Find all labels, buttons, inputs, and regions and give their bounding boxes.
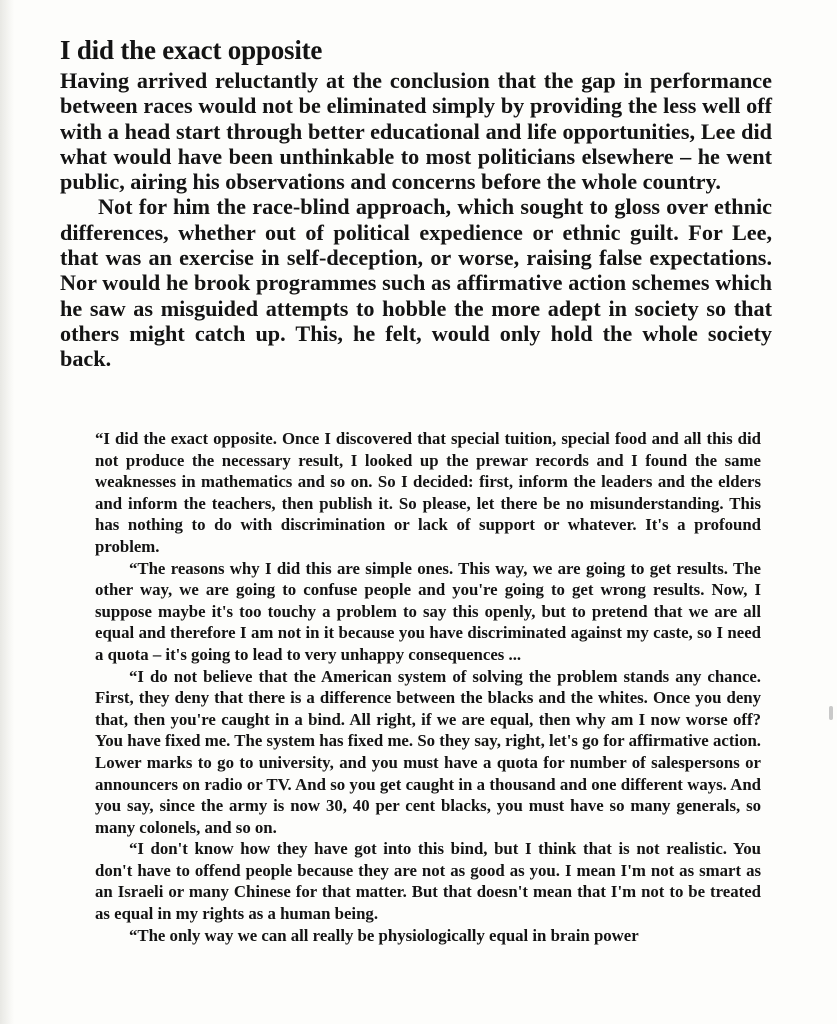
scan-speck bbox=[829, 706, 833, 720]
quote-paragraph: “I do not believe that the American system of solving the problem stands any chance. First, they deny that there is a difference between the blacks and the whites. Once you deny that, then you're caught in a bind. All right, if we are equal, then why am I now worse off? You have fixed me. The system has fixed me. So they say, right, let's go for affirmative action. Lower marks to go to university, and you must have a quota for number of salespersons or announcers on radio or TV. And so you get caught in a thousand and one different ways. And you say, since the army is now 30, 40 per cent blacks, you must have so many generals, so many colonels, and so on. bbox=[95, 666, 761, 837]
quote-paragraph: “I don't know how they have got into this bind, but I think that is not realistic. You don't have to offend people because they are not as good as you. I mean I'm not as smart as an Israeli or many Chinese for that matter. But that doesn't mean that I'm not to be treated as equal in my rights as a human being. bbox=[95, 839, 761, 924]
section-heading: I did the exact opposite bbox=[60, 35, 323, 65]
quote-paragraph: “The reasons why I did this are simple ones. This way, we are going to get results. The other way, we are going to confuse people and you're going to get wrong results. Now, I suppose maybe it's too touchy a problem to say this openly, but to pretend that we are all equal and therefore I am not in it because you have discriminated against my caste, so I need a quota – it's going to lead to very unhappy consequences ... bbox=[95, 558, 761, 664]
quote-paragraph: “I did the exact opposite. Once I discovered that special tuition, special food and all this did not produce the necessary result, I looked up the prewar records and I found the same weaknesses in mathematics and so on. So I decided: first, inform the leaders and the elders and inform the teachers, then publish it. So please, let there be no misunderstanding. This has nothing to do with discrimination or lack of support or whatever. It's a profound problem. bbox=[95, 429, 761, 556]
body-paragraph: Not for him the race-blind approach, which sought to gloss over ethnic differences, whether out of political expedience or ethnic guilt. For Lee, that was an exercise in self-deception, or worse, raising false expectations. Nor would he brook programmes such as affirmative action schemes which he saw as misguided attempts to hobble the more adept in society so that others might catch up. This, he felt, would only hold the whole society back. bbox=[60, 194, 772, 372]
page-edge-shadow bbox=[0, 0, 14, 1024]
quote-paragraph: “The only way we can all really be physiologically equal in brain power bbox=[129, 925, 639, 945]
block-quote bbox=[95, 428, 761, 946]
body-paragraph: Having arrived reluctantly at the conclusion that the gap in performance between races would not be eliminated simply by providing the less well off with a head start through better educational and life opportunities, Lee did what would have been unthinkable to most politicians elsewhere – he went public, airing his observations and concerns before the whole country. bbox=[60, 68, 772, 195]
body-text bbox=[60, 68, 772, 372]
